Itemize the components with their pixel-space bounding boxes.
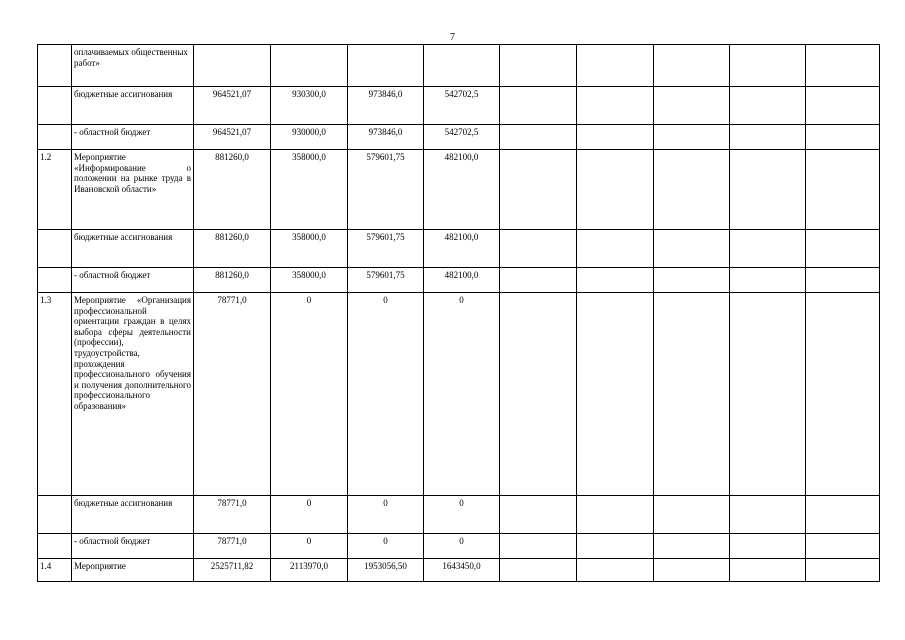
value-col-3: 973846,0 <box>348 87 424 125</box>
page-number: 7 <box>450 32 455 43</box>
empty-cell <box>806 268 880 293</box>
empty-cell <box>806 496 880 534</box>
value-col-4: 542702,5 <box>424 87 500 125</box>
value-col-4 <box>424 45 500 87</box>
table-body <box>38 45 880 582</box>
row-name: Мероприятие «Информирование о положении на рынке труда в Ивановской области» <box>72 150 194 230</box>
value-col-1: 881260,0 <box>194 150 271 230</box>
value-col-2: 0 <box>271 496 348 534</box>
value-col-4: 0 <box>424 534 500 559</box>
empty-cell <box>500 268 577 293</box>
row-name: - областной бюджет <box>72 268 194 293</box>
row-name: Мероприятие <box>72 559 194 582</box>
empty-cell <box>577 496 654 534</box>
row-index <box>38 534 72 559</box>
empty-cell <box>806 87 880 125</box>
row-name: бюджетные ассигнования <box>72 87 194 125</box>
row-index <box>38 268 72 293</box>
empty-cell <box>806 45 880 87</box>
value-col-3: 1953056,50 <box>348 559 424 582</box>
row-name: оплачиваемых общественных работ» <box>72 45 194 87</box>
empty-cell <box>730 496 806 534</box>
value-col-3 <box>348 45 424 87</box>
empty-cell <box>806 125 880 150</box>
empty-cell <box>577 45 654 87</box>
empty-cell <box>577 230 654 268</box>
value-col-1: 964521,07 <box>194 87 271 125</box>
value-col-4: 482100,0 <box>424 230 500 268</box>
value-col-3: 579601,75 <box>348 230 424 268</box>
value-col-2: 930000,0 <box>271 125 348 150</box>
table-row <box>38 150 880 230</box>
value-col-1: 964521,07 <box>194 125 271 150</box>
empty-cell <box>577 534 654 559</box>
row-index <box>38 230 72 268</box>
empty-cell <box>577 268 654 293</box>
table-row <box>38 45 880 87</box>
empty-cell <box>654 534 730 559</box>
row-index <box>38 125 72 150</box>
empty-cell <box>654 559 730 582</box>
value-col-4: 482100,0 <box>424 268 500 293</box>
empty-cell <box>500 534 577 559</box>
empty-cell <box>806 230 880 268</box>
row-index: 1.4 <box>38 559 72 582</box>
value-col-3: 0 <box>348 496 424 534</box>
value-col-2: 930300,0 <box>271 87 348 125</box>
empty-cell <box>730 150 806 230</box>
empty-cell <box>500 496 577 534</box>
empty-cell <box>500 559 577 582</box>
empty-cell <box>730 125 806 150</box>
value-col-4: 0 <box>424 293 500 496</box>
value-col-1: 78771,0 <box>194 534 271 559</box>
empty-cell <box>577 150 654 230</box>
empty-cell <box>730 268 806 293</box>
empty-cell <box>577 293 654 496</box>
row-index: 1.2 <box>38 150 72 230</box>
value-col-3: 0 <box>348 534 424 559</box>
empty-cell <box>654 230 730 268</box>
table-row <box>38 125 880 150</box>
value-col-1 <box>194 45 271 87</box>
empty-cell <box>577 87 654 125</box>
value-col-2: 2113970,0 <box>271 559 348 582</box>
empty-cell <box>730 534 806 559</box>
value-col-1: 78771,0 <box>194 496 271 534</box>
empty-cell <box>806 150 880 230</box>
row-name: - областной бюджет <box>72 125 194 150</box>
row-name: Мероприятие «Организация профессиональной ориентации граждан в целях выбора сферы деятельности (профессии), трудоустройства, прохождения профессионального обучения и получения дополнительного профессионального образования» <box>72 293 194 496</box>
value-col-1: 881260,0 <box>194 230 271 268</box>
table-row <box>38 293 880 496</box>
value-col-2: 0 <box>271 293 348 496</box>
row-index: 1.3 <box>38 293 72 496</box>
value-col-2: 358000,0 <box>271 230 348 268</box>
empty-cell <box>806 293 880 496</box>
row-index <box>38 45 72 87</box>
table-row <box>38 559 880 582</box>
value-col-2: 358000,0 <box>271 268 348 293</box>
empty-cell <box>730 230 806 268</box>
empty-cell <box>500 293 577 496</box>
row-name: бюджетные ассигнования <box>72 496 194 534</box>
row-index <box>38 496 72 534</box>
empty-cell <box>577 559 654 582</box>
empty-cell <box>730 45 806 87</box>
empty-cell <box>500 45 577 87</box>
value-col-3: 579601,75 <box>348 150 424 230</box>
empty-cell <box>806 534 880 559</box>
value-col-1: 881260,0 <box>194 268 271 293</box>
empty-cell <box>654 150 730 230</box>
empty-cell <box>500 230 577 268</box>
value-col-2 <box>271 45 348 87</box>
value-col-3: 0 <box>348 293 424 496</box>
empty-cell <box>577 125 654 150</box>
empty-cell <box>654 268 730 293</box>
value-col-4: 482100,0 <box>424 150 500 230</box>
empty-cell <box>806 559 880 582</box>
table-row <box>38 87 880 125</box>
empty-cell <box>500 125 577 150</box>
table-row <box>38 230 880 268</box>
value-col-4: 1643450,0 <box>424 559 500 582</box>
empty-cell <box>654 293 730 496</box>
row-name: бюджетные ассигнования <box>72 230 194 268</box>
row-name: - областной бюджет <box>72 534 194 559</box>
empty-cell <box>730 293 806 496</box>
value-col-2: 358000,0 <box>271 150 348 230</box>
value-col-1: 78771,0 <box>194 293 271 496</box>
empty-cell <box>654 87 730 125</box>
table-row <box>38 268 880 293</box>
table-row <box>38 496 880 534</box>
value-col-1: 2525711,82 <box>194 559 271 582</box>
value-col-3: 579601,75 <box>348 268 424 293</box>
empty-cell <box>730 87 806 125</box>
value-col-4: 0 <box>424 496 500 534</box>
table-row <box>38 534 880 559</box>
value-col-2: 0 <box>271 534 348 559</box>
value-col-4: 542702,5 <box>424 125 500 150</box>
budget-table <box>37 44 880 582</box>
empty-cell <box>500 150 577 230</box>
empty-cell <box>654 45 730 87</box>
empty-cell <box>730 559 806 582</box>
empty-cell <box>654 496 730 534</box>
row-index <box>38 87 72 125</box>
empty-cell <box>500 87 577 125</box>
value-col-3: 973846,0 <box>348 125 424 150</box>
empty-cell <box>654 125 730 150</box>
